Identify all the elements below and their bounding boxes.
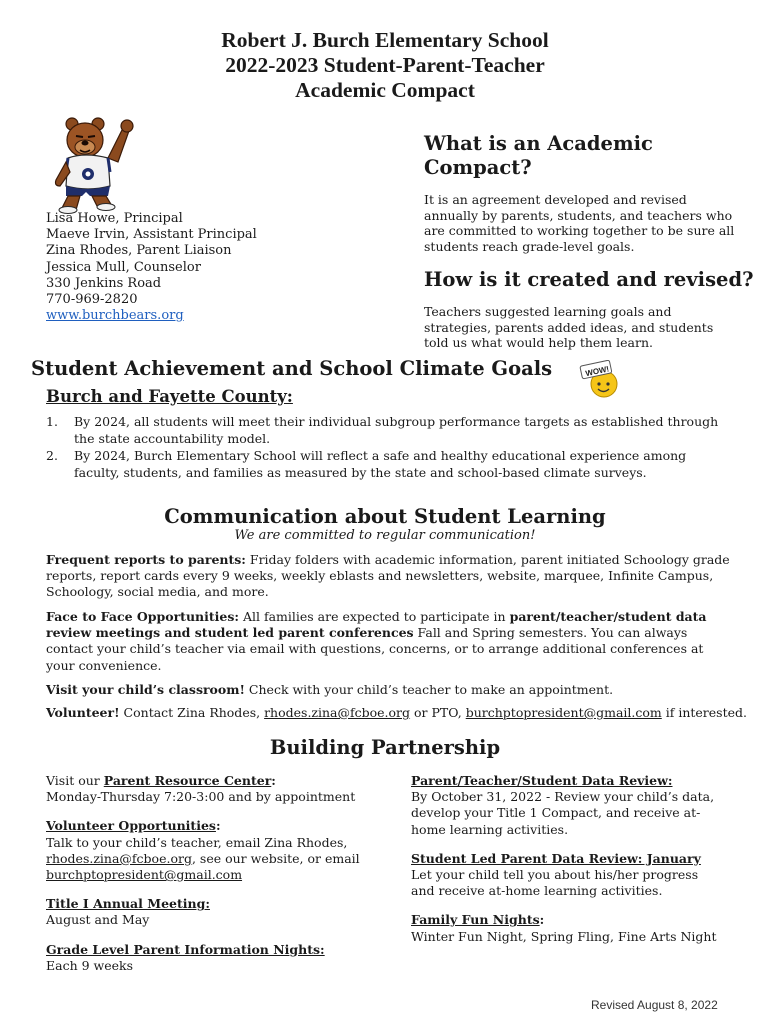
principal-name: Lisa Howe, Principal — [46, 211, 183, 226]
volunteer-text-mid: or PTO, — [410, 705, 466, 720]
face-to-face-paragraph — [46, 609, 736, 674]
volunteer-label: Volunteer! — [46, 705, 120, 720]
title-line-2: 2022-2023 Student-Parent-Teacher — [225, 53, 545, 77]
wow-badge-text: WOW! — [584, 364, 610, 379]
liaison-email-link[interactable]: rhodes.zina@fcboe.org — [264, 705, 411, 720]
volunteer-text-end: if interested. — [661, 705, 747, 720]
goal-item — [46, 413, 726, 447]
goal-text: By 2024, Burch Elementary School will reflect a safe and healthy educational experience among faculty, students, and families as measured by the state and school-based climate surveys. — [74, 448, 687, 480]
what-heading-line-2: Compact? — [424, 156, 532, 179]
resource-center-item — [46, 773, 386, 805]
title-line-3: Academic Compact — [295, 78, 475, 102]
what-is-compact-heading — [424, 132, 653, 180]
face-to-face-bold-text: parent/teacher/student data review meetings and student led parent conferences — [46, 609, 707, 641]
grade-level-nights-label: Grade Level Parent Information Nights: — [46, 941, 325, 957]
resource-suffix: : — [271, 773, 276, 788]
goal-text: By 2024, all students will meet their individual subgroup performance targets as established through the state accountability model. — [74, 414, 719, 446]
goals-heading: Student Achievement and School Climate Goals — [31, 357, 553, 380]
resource-prefix: Visit our — [46, 773, 104, 788]
goal-number: 1. — [46, 414, 58, 429]
pto-email-link[interactable]: burchptopresident@gmail.com — [465, 705, 662, 720]
resource-center-label: Parent Resource Center — [103, 773, 272, 788]
wow-badge-icon — [577, 360, 627, 400]
volunteer-text: Contact Zina Rhodes, — [119, 705, 265, 720]
title-line-1: Robert J. Burch Elementary School — [221, 28, 549, 52]
goal-number: 2. — [46, 448, 58, 463]
title-one-meeting-item — [46, 896, 386, 928]
student-led-review-text: Let your child tell you about his/her progress and receive at-home learning activities. — [411, 867, 699, 899]
school-address: 330 Jenkins Road — [46, 275, 162, 291]
volunteer-paragraph — [46, 705, 747, 721]
communication-tagline: We are committed to regular communication! — [234, 528, 536, 543]
volunteer-opportunities-item — [46, 818, 386, 883]
data-review-item — [411, 773, 731, 838]
face-to-face-text: All families are expected to participate in — [239, 609, 510, 624]
counselor-name: Jessica Mull, Counselor — [46, 259, 201, 275]
frequent-reports-text: Friday folders with academic information, parent initiated Schoology grade reports, report cards every 9 weeks, weekly eblasts and newsletters, website, marquee, Infinite Campus, Schoology, social media, and more. — [46, 552, 730, 600]
grade-level-nights-text: Each 9 weeks — [46, 957, 134, 973]
title-one-meeting-label: Title I Annual Meeting: — [46, 896, 210, 912]
face-to-face-text-end: Fall and Spring semesters. You can always contact your child’s teacher via email with questions, concerns, or to arrange additional conferences at your convenience. — [46, 625, 704, 673]
volunteer-opportunities-text-mid: , see our website, or email — [191, 850, 360, 866]
visit-classroom-text: Check with your child’s teacher to make an appointment. — [244, 682, 614, 697]
frequent-reports-paragraph — [46, 552, 736, 601]
data-review-label: Parent/Teacher/Student Data Review: — [411, 773, 673, 788]
goal-item — [46, 447, 726, 481]
student-led-review-label: Student Led Parent Data Review: January — [411, 850, 701, 866]
family-fun-nights-item — [411, 912, 731, 944]
communication-heading: Communication about Student Learning — [164, 505, 606, 528]
what-is-compact-text: It is an agreement developed and revised annually by parents, students, and teachers who are committed to working together to be sure all students reach grade-level goals. — [424, 192, 735, 254]
school-phone: 770-969-2820 — [46, 292, 138, 308]
volunteer-opportunities-label: Volunteer Opportunities — [46, 818, 216, 834]
student-led-review-item — [411, 851, 731, 900]
volunteer-opportunities-text: Talk to your child’s teacher, email Zina Rhodes, — [46, 834, 348, 850]
volunteer-opportunities-suffix: : — [215, 818, 221, 834]
family-fun-nights-text: Winter Fun Night, Spring Fling, Fine Arts Night — [411, 928, 717, 944]
bear-mascot-icon — [52, 116, 142, 214]
face-to-face-label: Face to Face Opportunities: — [46, 609, 239, 624]
partnership-right-column — [411, 773, 731, 958]
resource-center-hours: Monday-Thursday 7:20-3:00 and by appointment — [46, 789, 356, 805]
data-review-text: By October 31, 2022 - Review your child’s data, develop your Title 1 Compact, and receive at-home learning activities. — [411, 789, 715, 837]
assistant-principal-name: Maeve Irvin, Assistant Principal — [46, 227, 257, 243]
how-created-text: Teachers suggested learning goals and strategies, parents added ideas, and students told us what would help them learn. — [424, 304, 714, 350]
document-title — [0, 28, 770, 103]
contact-block — [46, 211, 257, 324]
partnership-heading: Building Partnership — [269, 736, 501, 759]
visit-classroom-label: Visit your child’s classroom! — [46, 682, 245, 697]
revised-date: Revised August 8, 2022 — [591, 998, 718, 1012]
parent-liaison-name: Zina Rhodes, Parent Liaison — [46, 243, 232, 259]
what-heading-line-1: What is an Academic — [424, 132, 653, 155]
title-one-meeting-text: August and May — [46, 912, 150, 928]
liaison-email-link-2[interactable]: rhodes.zina@fcboe.org — [46, 850, 192, 866]
goals-list — [46, 413, 726, 481]
grade-level-nights-item — [46, 942, 386, 974]
school-website-link[interactable]: www.burchbears.org — [46, 308, 184, 324]
how-created-heading: How is it created and revised? — [424, 268, 754, 291]
visit-classroom-paragraph — [46, 682, 736, 698]
family-fun-nights-suffix: : — [539, 912, 545, 928]
pto-email-link-2[interactable]: burchptopresident@gmail.com — [46, 867, 243, 883]
family-fun-nights-label: Family Fun Nights — [411, 912, 540, 928]
frequent-reports-label: Frequent reports to parents: — [46, 552, 246, 567]
partnership-left-column — [46, 773, 386, 987]
goals-subheading: Burch and Fayette County: — [46, 387, 293, 406]
